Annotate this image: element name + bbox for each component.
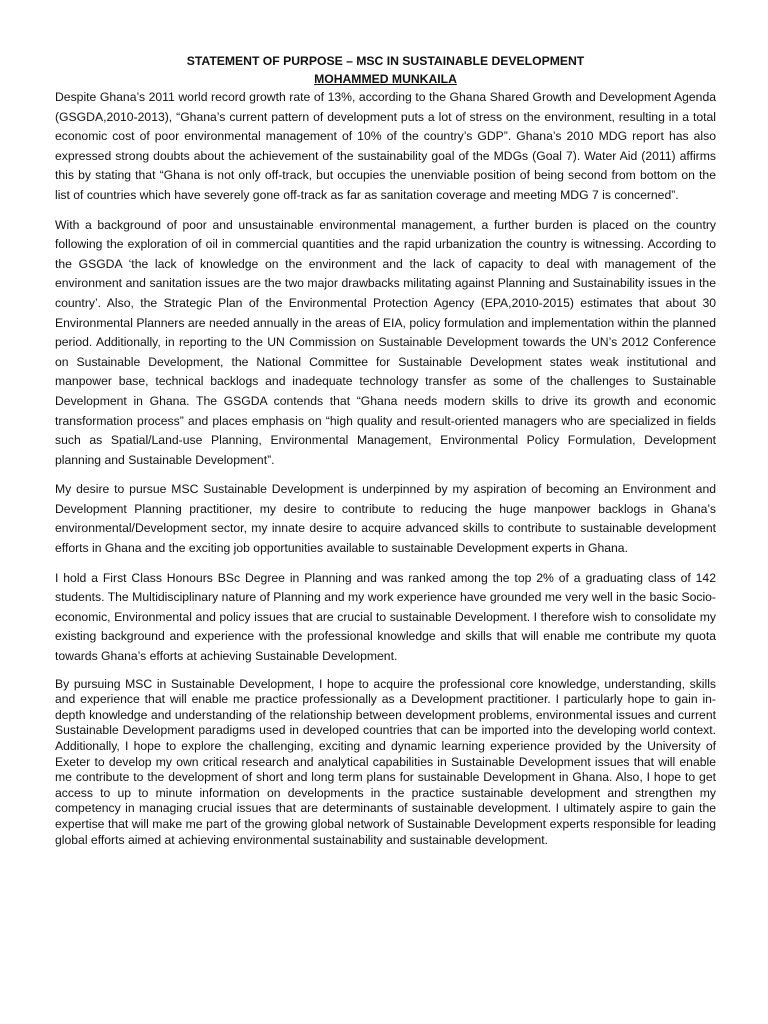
paragraph-2: With a background of poor and unsustainable environmental management, a further burden is placed on the country following the exploration of oil in commercial quantities and the rapid urbanization the country is witnessing. According to the GSGDA ‘the lack of knowledge on the environment and the lack of capacity to deal with management of the environment and sanitation issues are the two major drawbacks militating against Planning and Sustainability issues in the country’. Also, the Strategic Plan of the Environmental Protection Agency (EPA,2010-2015) estimates that about 30 Environmental Planners are needed annually in the areas of EIA, policy formulation and implementation within the planned period. Additionally, in reporting to the UN Commission on Sustainable Development towards the UN’s 2012 Conference on Sustainable Development, the National Committee for Sustainable Development states weak institutional and manpower base, technical backlogs and inadequate technology transfer as some of the challenges to Sustainable Development in Ghana. The GSGDA contends that “Ghana needs modern skills to drive its growth and economic transformation process” and places emphasis on “high quality and result-oriented managers who are specialized in fields such as Spatial/Land-use Planning, Environmental Management, Environmental Policy Formulation, Development planning and Sustainable Development”. [55, 217, 716, 467]
paragraph-3: My desire to pursue MSC Sustainable Development is underpinned by my aspiration of becoming an Environment and Development Planning practitioner, my desire to contribute to reducing the huge manpower backlogs in Ghana’s environmental/Development sector, my innate desire to acquire advanced skills to contribute to sustainable development efforts in Ghana and the exciting job opportunities available to sustainable Development experts in Ghana. [55, 482, 716, 556]
document-title: STATEMENT OF PURPOSE – MSC IN SUSTAINABLE DEVELOPMENT [186, 54, 585, 68]
paragraph-4: I hold a First Class Honours BSc Degree in Planning and was ranked among the top 2% of a graduating class of 142 students. The Multidisciplinary nature of Planning and my work experience have grounded me very well in the basic Socio-economic, Environmental and policy issues that are crucial to sustainable Development. I therefore wish to consolidate my existing background and experience with the professional knowledge and skills that will enable me contribute my quota towards Ghana’s efforts at achieving Sustainable Development. [55, 570, 716, 664]
paragraph-5: By pursuing MSC in Sustainable Development, I hope to acquire the professional core knowledge, understanding, skills and experience that will enable me practice professionally as a Development practitioner. I particularly hope to gain in-depth knowledge and understanding of the relationship between development problems, environmental issues and current Sustainable Development paradigms used in developed countries that can be imported into the developing world context. Additionally, I hope to explore the challenging, exciting and dynamic learning experience provided by the University of Exeter to develop my own critical research and analytical capabilities in Sustainable Development issues that will enable me contribute to the development of short and long term plans for sustainable Development in Ghana. Also, I hope to get access to up to minute information on developments in the practice sustainable development and strengthen my competency in managing crucial issues that are determinants of sustainable development. I ultimately aspire to gain the expertise that will make me part of the growing global network of Sustainable Development experts responsible for leading global efforts aimed at achieving environmental sustainability and sustainable development. [55, 676, 716, 847]
author-name: MOHAMMED MUNKAILA [314, 72, 457, 86]
paragraph-1: Despite Ghana’s 2011 world record growth rate of 13%, according to the Ghana Shared Growth and Development Agenda (GSGDA,2010-2013), “Ghana’s current pattern of development puts a lot of stress on the environment, resulting in a total economic cost of poor environmental management of 10% of the country’s GDP”. Ghana’s 2010 MDG report has also expressed strong doubts about the achievement of the sustainability goal of the MDGs (Goal 7). Water Aid (2011) affirms this by stating that “Ghana is not only off-track, but occupies the unenviable position of being second from bottom on the list of countries which have severely gone off-track as far as sanitation coverage and meeting MDG 7 is concerned”. [55, 90, 716, 202]
